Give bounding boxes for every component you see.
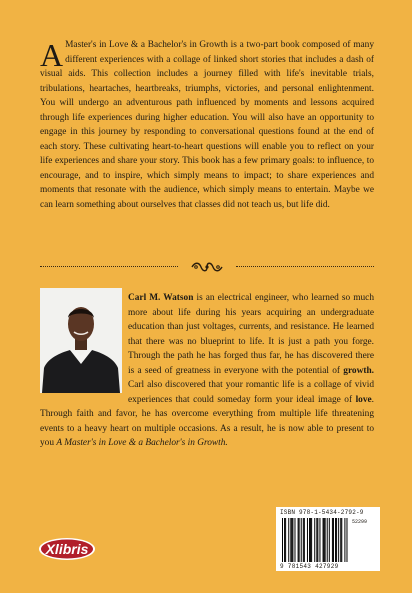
drop-cap: A (40, 37, 64, 73)
xlibris-logo-text: Xlibris (45, 541, 89, 557)
blurb-text: Master's in Love & a Bachelor's in Growth is a two-part book composed of many different experiences with a collage of linked short stories that includes a dash of visual aids. This collection includes a journey filled with life's inevitable trials, tribulations, heartaches, heartbreaks, triumphs, victories, and personal enlightenment. You will undergo an adventurous path influenced by moments and lessons acquired through life experiences during higher education. You will also have an opportunity to engage in this journey by responding to conversational questions found at the end of each story. These cultivating heart-to-heart questions will enable you to reflect on your life experiences and share your story. This book has a few primary goals: to influence, to encourage, and to inspire, which simply means to impact; to share experiences and moments that resonate with the audience, which simply means to entertain. Maybe we can learn something about ourselves that classes did not teach us, but life did. (40, 40, 374, 211)
bio-word-growth: growth. (343, 365, 374, 376)
bio-text-3: . Through faith and favor, he has overcome everything from multiple life threatening events to a heavy heart on multiple occasions. As a result, he is now able to present to you (40, 394, 374, 449)
divider-dots-right (236, 266, 374, 267)
author-name: Carl M. Watson (128, 293, 194, 303)
book-title: A Master's in Love & a Bachelor's in Growth. (56, 438, 228, 449)
flourish-ornament-icon (190, 261, 224, 273)
bio-text-2: Carl also discovered that your romantic life is a collage of vivid experiences that could someday form your ideal image of (128, 380, 374, 405)
barcode-digits: 9 781543 427929 (280, 563, 339, 570)
xlibris-logo (38, 537, 96, 561)
price-code: 52299 (352, 519, 368, 525)
isbn-label: ISBN 978-1-5434-2792-9 (280, 509, 364, 516)
author-bio (40, 291, 374, 451)
ornamental-divider (40, 261, 374, 273)
book-blurb (40, 38, 374, 213)
bio-word-love: love (355, 394, 372, 405)
divider-dots-left (40, 266, 178, 267)
isbn-barcode (276, 507, 380, 571)
barcode-bars (282, 518, 348, 562)
bio-text-1: is an electrical engineer, who learned so much more about life during his years acquiring an undergraduate education than just voltages, currents, and resistance. He learned that there was no blueprint to life. It is just a path you forge. Through the path he has forged thus far, he has discovered there is a seed of greatness in everyone with the potential of (128, 293, 375, 376)
